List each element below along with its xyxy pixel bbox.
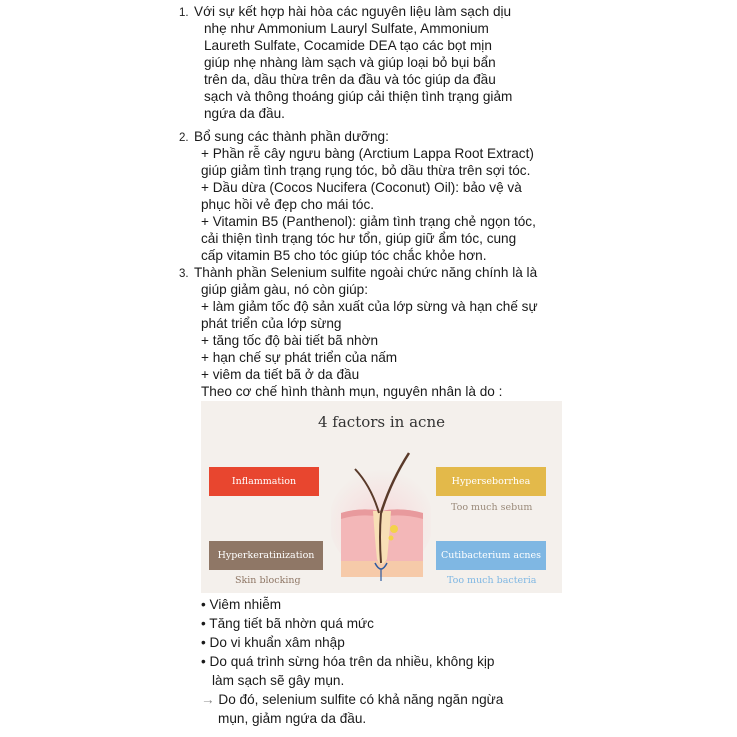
cause-text: Tăng tiết bã nhờn quá mức (209, 616, 374, 631)
list-number: 3. (179, 268, 189, 280)
infographic-title: 4 factors in acne (317, 413, 445, 431)
text-line: ngứa da đầu. (204, 106, 285, 121)
text-line: + Dầu dừa (Cocos Nucifera (Coconut) Oil): bảo vệ và (201, 180, 522, 195)
inflammation-label: Inflammation (209, 467, 319, 496)
text-line: + làm giảm tốc độ sản xuất của lớp sừng và hạn chế sự (201, 299, 538, 314)
bullet-marker: • (201, 616, 206, 631)
text-line: Thành phần Selenium sulfite ngoài chức năng chính là là (194, 265, 538, 280)
cutibacterium-label: Cutibacterium acnes (436, 541, 546, 570)
cause-item (201, 596, 281, 613)
hyperkeratinization-label: Hyperkeratinization (209, 541, 323, 570)
bullet-marker: • (201, 654, 206, 669)
conclusion-text: Do đó, selenium sulfite có khả năng ngăn ngừa (218, 692, 504, 707)
text-line: Theo cơ chế hình thành mụn, nguyên nhân là do : (201, 384, 503, 399)
list-number: 1. (179, 7, 189, 19)
cause-item (201, 634, 345, 651)
text-line: + tăng tốc độ bài tiết bã nhờn (201, 333, 379, 348)
text-line: giúp giảm tình trạng rụng tóc, bỏ dầu thừa trên sợi tóc. (201, 163, 531, 178)
cause-item (201, 615, 374, 632)
text-line: giúp nhẹ nhàng làm sạch và giúp loại bỏ bụi bẩn (204, 55, 496, 70)
cause-text: Viêm nhiễm (209, 597, 282, 612)
text-line: + viêm da tiết bã ở da đầu (201, 367, 360, 382)
text-line: Với sự kết hợp hài hòa các nguyên liệu làm sạch dịu (194, 4, 512, 19)
cause-continuation: làm sạch sẽ gây mụn. (212, 673, 345, 688)
cause-text: Do vi khuẩn xâm nhập (209, 635, 345, 650)
skin-blocking-label: Skin blocking (235, 575, 301, 586)
too-much-bacteria-label: Too much bacteria (447, 575, 537, 586)
cause-text: Do quá trình sừng hóa trên da nhiều, không kịp (209, 654, 495, 669)
text-line: cải thiện tình trạng tóc hư tổn, giúp giữ ẩm tóc, cung (201, 231, 517, 246)
too-much-sebum-label: Too much sebum (451, 502, 533, 513)
text-line: nhẹ như Ammonium Lauryl Sulfate, Ammonium (204, 21, 489, 36)
hyperseborrhea-label: Hyperseborrhea (436, 467, 546, 496)
cause-item (201, 653, 495, 670)
text-line: + Vitamin B5 (Panthenol): giảm tình trạng chẻ ngọn tóc, (201, 214, 536, 229)
text-line: Bổ sung các thành phần dưỡng: (194, 129, 389, 144)
bullet-marker: • (201, 597, 206, 612)
text-line: Laureth Sulfate, Cocamide DEA tạo các bọt mịn (204, 38, 492, 53)
text-line: cấp vitamin B5 cho tóc giúp tóc chắc khỏe hơn. (201, 248, 487, 263)
text-line: giúp giảm gàu, nó còn giúp: (201, 282, 369, 297)
text-line: + Phần rễ cây ngưu bàng (Arctium Lappa Root Extract) (201, 146, 534, 161)
text-line: + hạn chế sự phát triển của nấm (201, 350, 398, 365)
text-line: sạch và thông thoáng giúp cải thiện tình trạng giảm (204, 89, 513, 104)
acne-factors-infographic (201, 401, 562, 593)
list-number: 2. (179, 132, 189, 144)
text-line: phát triển của lớp sừng (201, 316, 342, 331)
conclusion-line (201, 691, 503, 708)
text-line: trên da, dầu thừa trên da đầu và tóc giúp da đầu (204, 72, 496, 87)
conclusion-continuation: mụn, giảm ngứa da đầu. (218, 711, 367, 726)
arrow-icon: → (201, 692, 215, 707)
bullet-marker: • (201, 635, 206, 650)
text-line: phục hồi vẻ đẹp cho mái tóc. (201, 197, 375, 212)
hair-follicle-illustration (331, 441, 431, 591)
